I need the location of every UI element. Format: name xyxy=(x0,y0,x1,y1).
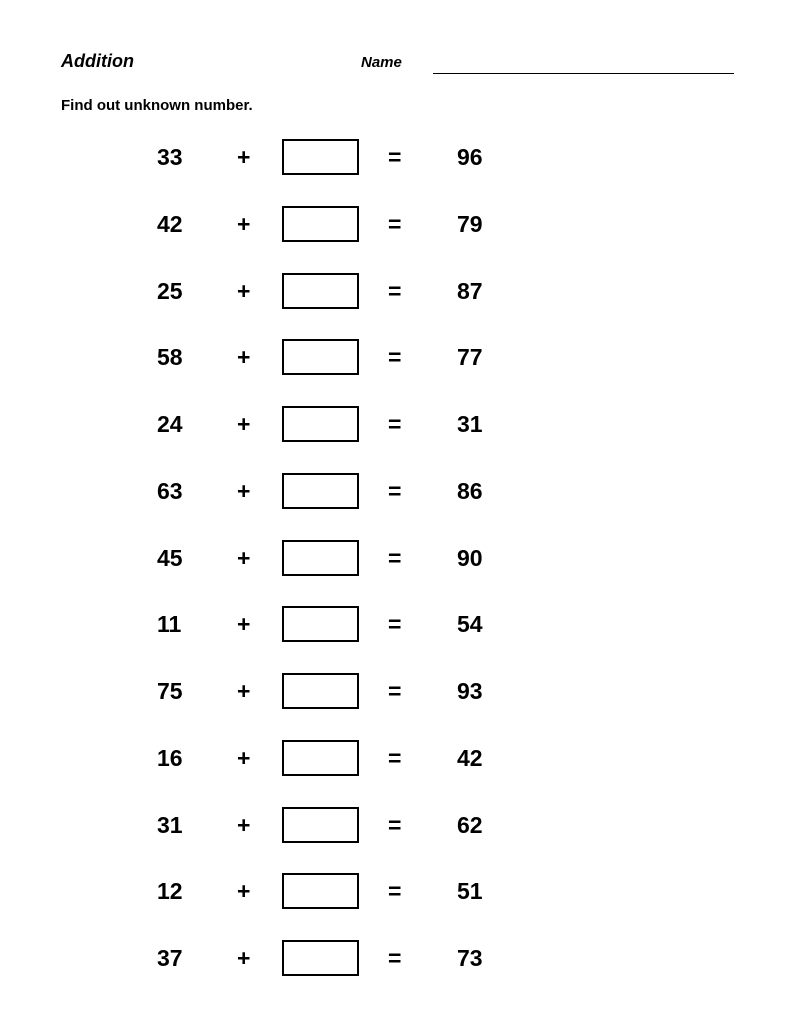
answer-box[interactable] xyxy=(282,139,359,175)
problem-row xyxy=(0,606,794,642)
problem-row xyxy=(0,406,794,442)
addend-number: 37 xyxy=(157,945,183,971)
problem-row xyxy=(0,740,794,776)
equals-sign: = xyxy=(388,545,402,571)
sum-number: 90 xyxy=(457,545,483,571)
plus-sign: + xyxy=(237,278,251,304)
addend-number: 58 xyxy=(157,344,183,370)
problem-row xyxy=(0,206,794,242)
equals-sign: = xyxy=(388,211,402,237)
sum-number: 93 xyxy=(457,678,483,704)
problem-row xyxy=(0,139,794,175)
addend-number: 42 xyxy=(157,211,183,237)
addend-number: 75 xyxy=(157,678,183,704)
equals-sign: = xyxy=(388,878,402,904)
plus-sign: + xyxy=(237,678,251,704)
sum-number: 77 xyxy=(457,344,483,370)
plus-sign: + xyxy=(237,878,251,904)
problem-row xyxy=(0,940,794,976)
answer-box[interactable] xyxy=(282,740,359,776)
problem-row xyxy=(0,807,794,843)
sum-number: 54 xyxy=(457,611,483,637)
equals-sign: = xyxy=(388,344,402,370)
answer-box[interactable] xyxy=(282,940,359,976)
plus-sign: + xyxy=(237,211,251,237)
equals-sign: = xyxy=(388,678,402,704)
problem-row xyxy=(0,473,794,509)
addend-number: 45 xyxy=(157,545,183,571)
sum-number: 79 xyxy=(457,211,483,237)
addend-number: 31 xyxy=(157,812,183,838)
problem-row xyxy=(0,273,794,309)
addend-number: 24 xyxy=(157,411,183,437)
plus-sign: + xyxy=(237,611,251,637)
answer-box[interactable] xyxy=(282,540,359,576)
problem-row xyxy=(0,673,794,709)
answer-box[interactable] xyxy=(282,206,359,242)
plus-sign: + xyxy=(237,812,251,838)
problem-row xyxy=(0,873,794,909)
plus-sign: + xyxy=(237,945,251,971)
answer-box[interactable] xyxy=(282,273,359,309)
answer-box[interactable] xyxy=(282,873,359,909)
sum-number: 87 xyxy=(457,278,483,304)
equals-sign: = xyxy=(388,945,402,971)
addend-number: 63 xyxy=(157,478,183,504)
equals-sign: = xyxy=(388,745,402,771)
plus-sign: + xyxy=(237,411,251,437)
addend-number: 16 xyxy=(157,745,183,771)
equals-sign: = xyxy=(388,812,402,838)
answer-box[interactable] xyxy=(282,807,359,843)
problem-row xyxy=(0,339,794,375)
sum-number: 42 xyxy=(457,745,483,771)
plus-sign: + xyxy=(237,745,251,771)
worksheet-title: Addition xyxy=(61,51,134,71)
sum-number: 96 xyxy=(457,144,483,170)
equals-sign: = xyxy=(388,611,402,637)
plus-sign: + xyxy=(237,545,251,571)
sum-number: 86 xyxy=(457,478,483,504)
addend-number: 12 xyxy=(157,878,183,904)
sum-number: 31 xyxy=(457,411,483,437)
sum-number: 62 xyxy=(457,812,483,838)
plus-sign: + xyxy=(237,478,251,504)
instruction-text: Find out unknown number. xyxy=(61,97,253,114)
answer-box[interactable] xyxy=(282,473,359,509)
addend-number: 33 xyxy=(157,144,183,170)
addend-number: 11 xyxy=(157,611,182,637)
equals-sign: = xyxy=(388,478,402,504)
plus-sign: + xyxy=(237,144,251,170)
problem-row xyxy=(0,540,794,576)
sum-number: 73 xyxy=(457,945,483,971)
answer-box[interactable] xyxy=(282,406,359,442)
sum-number: 51 xyxy=(457,878,483,904)
answer-box[interactable] xyxy=(282,606,359,642)
answer-box[interactable] xyxy=(282,673,359,709)
equals-sign: = xyxy=(388,144,402,170)
plus-sign: + xyxy=(237,344,251,370)
name-label: Name xyxy=(361,54,402,71)
addend-number: 25 xyxy=(157,278,183,304)
equals-sign: = xyxy=(388,278,402,304)
equals-sign: = xyxy=(388,411,402,437)
answer-box[interactable] xyxy=(282,339,359,375)
